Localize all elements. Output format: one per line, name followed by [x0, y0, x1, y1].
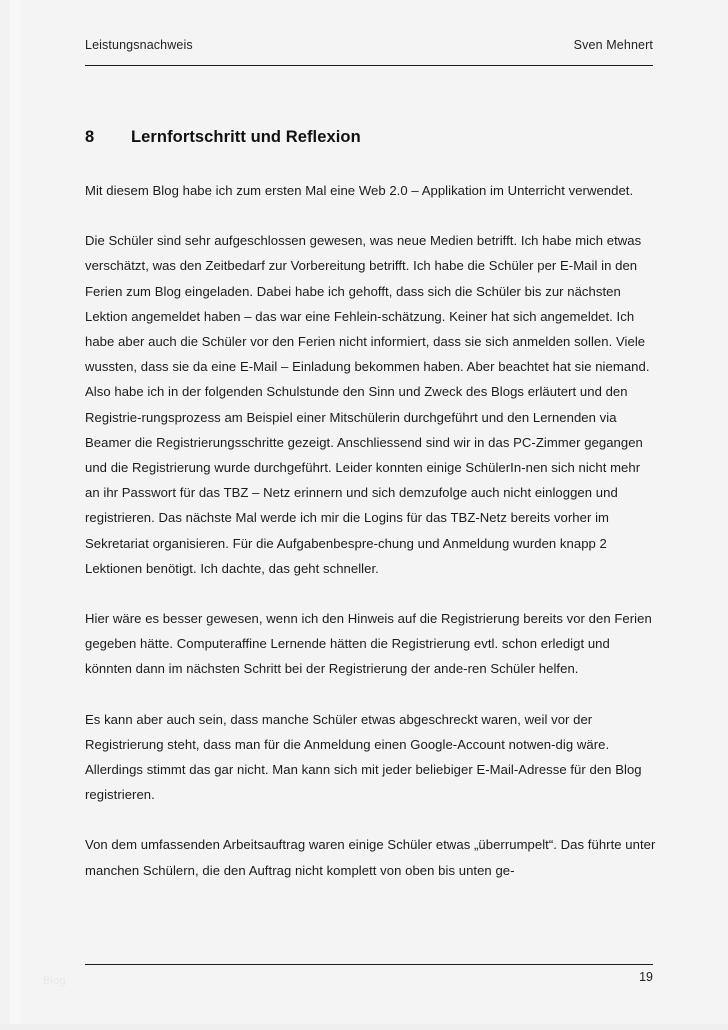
section-title: Lernfortschritt und Reflexion: [131, 128, 361, 146]
header-divider: [85, 65, 653, 66]
body-text: [85, 178, 657, 883]
page-number: 19: [639, 970, 653, 984]
paragraph: Hier wäre es besser gewesen, wenn ich den Hinweis auf die Registrierung bereits vor den Ferien gegeben hätte. Computeraffine Lernende hätten die Registrierung evtl. schon erledigt und könnten dann im nächsten Schritt bei der Registrierung der ande-ren Schüler helfen.: [85, 611, 652, 677]
paragraph: Von dem umfassenden Arbeitsauftrag waren einige Schüler etwas „überrumpelt“. Das führte unter manchen Schülern, die den Auftrag nicht komplett von oben bis unten ge-: [85, 837, 656, 878]
page-bottom-edge: [0, 1024, 728, 1030]
paragraph: Die Schüler sind sehr aufgeschlossen gewesen, was neue Medien betrifft. Ich habe mich etwas verschätzt, was den Zeitbedarf zur Vorbereitung betrifft. Ich habe die Schüler per E-Mail in den Ferien zum Blog eingeladen. Dabei habe ich gehofft, dass sich die Schüler bis zur nächsten Lektion angemeldet haben – das war eine Fehlein-schätzung. Keiner hat sich angemeldet. Ich habe aber auch die Schüler vor den Ferien nicht informiert, dass sie sich anmelden sollen. Viele wussten, dass sie da eine E-Mail – Einladung bekommen haben. Aber beachtet hat sie niemand. Also habe ich in der folgenden Schulstunde den Sinn und Zweck des Blogs erläutert und den Registrie-rungsprozess am Beispiel einer Mitschülerin durchgeführt und den Lernenden via Beamer die Registrierungsschritte gezeigt. Anschliessend sind wir in das PC-Zimmer gegangen und die Registrierung wurde durchgeführt. Leider konnten einige SchülerIn-nen sich nicht mehr an ihr Passwort für das TBZ – Netz erinnern und sich demzufolge auch nicht einloggen und registrieren. Das nächste Mal werde ich mir die Logins für das TBZ-Netz bereits vorher im Sekretariat organisieren. Für die Aufgabenbespre-chung und Anmeldung wurden knapp 2 Lektionen benötigt. Ich dachte, das geht schneller.: [85, 233, 650, 576]
section-heading: [85, 128, 653, 147]
page-left-edge: [10, 0, 20, 1030]
blog-watermark: Blog: [43, 975, 66, 987]
header-author-right: Sven Mehnert: [573, 38, 653, 52]
document-page: [10, 0, 728, 1030]
header-title-left: Leistungsnachweis: [85, 38, 193, 52]
paragraph: Es kann aber auch sein, dass manche Schüler etwas abgeschreckt waren, weil vor der Registrierung steht, dass man für die Anmeldung einen Google-Account notwen-dig wäre. Allerdings stimmt das gar nicht. Man kann sich mit jeder beliebiger E-Mail-Adresse für den Blog registrieren.: [85, 711, 642, 803]
running-header: [85, 38, 653, 52]
paragraph: Mit diesem Blog habe ich zum ersten Mal eine Web 2.0 – Applikation im Unterricht verwendet.: [85, 183, 634, 198]
section-number: 8: [85, 128, 95, 146]
footer-divider: [85, 964, 653, 965]
page-content-column: [85, 0, 656, 1030]
